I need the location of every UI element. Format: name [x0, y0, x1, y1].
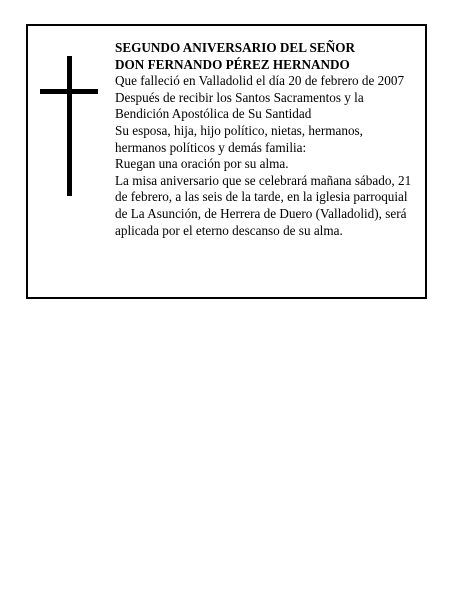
cross-horizontal-bar: [40, 89, 98, 94]
body-line-blessing: Bendición Apostólica de Su Santidad: [115, 106, 312, 122]
heading-line-1: SEGUNDO ANIVERSARIO DEL SEÑOR: [115, 40, 355, 55]
body-line-mass-1: La misa aniversario que se celebrará mañana sábado, 21: [115, 172, 412, 188]
heading-line-2: DON FERNANDO PÉREZ HERNANDO: [115, 56, 350, 72]
body-line-mass-3: de La Asunción, de Herrera de Duero (Valladolid), será: [115, 205, 407, 221]
body-line-sacraments: Después de recibir los Santos Sacramentos y la: [115, 89, 364, 105]
body-line-family-1: Su esposa, hija, hijo político, nietas, hermanos,: [115, 122, 363, 138]
notice-text: [115, 40, 421, 239]
body-line-family-2: hermanos políticos y demás familia:: [115, 139, 307, 155]
latin-cross-icon: [40, 56, 96, 196]
body-line-mass-4: aplicada por el eterno descanso de su alma.: [115, 222, 343, 238]
body-line-mass-2: de febrero, a las seis de la tarde, en la iglesia parroquial: [115, 189, 408, 205]
obituary-notice: [26, 24, 427, 299]
body-line-prayer: Ruegan una oración por su alma.: [115, 156, 289, 172]
cross-vertical-bar: [67, 56, 72, 196]
body-line-death-date: Que falleció en Valladolid el día 20 de febrero de 2007: [115, 73, 405, 89]
